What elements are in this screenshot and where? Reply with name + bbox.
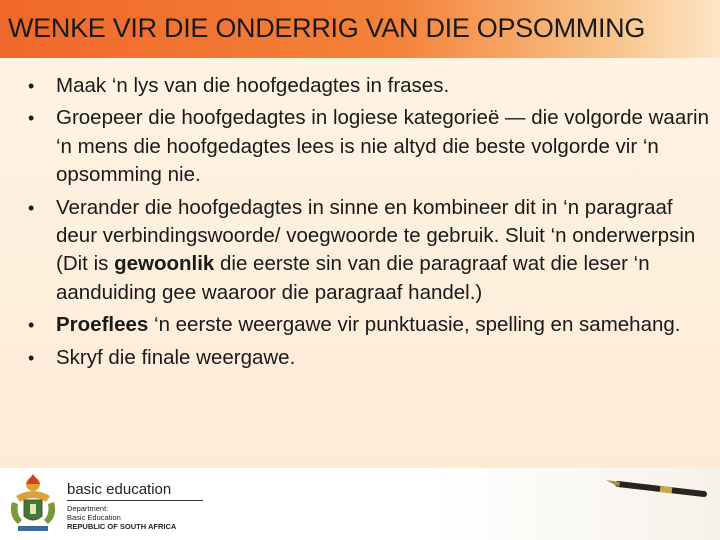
dept-line-2: Basic Education bbox=[67, 513, 121, 522]
coat-of-arms-icon bbox=[6, 472, 60, 536]
bullet-text: ‘n eerste weergawe vir punktuasie, spelling en samehang. bbox=[148, 313, 681, 337]
bullet-text: Skryf die finale weergawe. bbox=[56, 345, 296, 369]
slide-title: WENKE VIR DIE ONDERRIG VAN DIE OPSOMMING bbox=[8, 13, 646, 43]
fountain-pen-icon bbox=[600, 470, 710, 500]
bullet-text-bold: Proeflees bbox=[56, 313, 149, 337]
bullet-item bbox=[24, 311, 714, 339]
title-bar bbox=[0, 0, 720, 60]
bullet-list bbox=[24, 72, 714, 376]
bullet-text: Verander die hoofgedagtes in sinne en kombineer dit in ‘n paragraaf deur verbindingswoorde/ voegwoorde te gebruik. Sluit ‘n onderwerpsin (Dit is bbox=[56, 195, 696, 276]
bullet-marker: • bbox=[28, 315, 35, 336]
bullet-text-bold: gewoonlik bbox=[114, 252, 215, 276]
bullet-text: die eerste sin van die paragraaf wat die leser ‘n aanduiding gee waaroor die paragraaf handel.) bbox=[56, 252, 650, 304]
bullet-text: Groepeer die hoofgedagtes in logiese kategorieë — die volgorde waarin ‘n mens die hoofgedagtes lees is nie altyd die beste volgorde vir ‘n opsomming nie. bbox=[56, 106, 710, 187]
content-area bbox=[0, 58, 720, 468]
bullet-item bbox=[24, 344, 714, 372]
bullet-marker: • bbox=[28, 108, 35, 129]
bullet-marker: • bbox=[28, 197, 35, 218]
logo-rule bbox=[67, 500, 203, 501]
department-logo bbox=[67, 482, 203, 531]
dept-line-3: REPUBLIC OF SOUTH AFRICA bbox=[67, 522, 177, 531]
bullet-item bbox=[24, 194, 714, 308]
bullet-marker: • bbox=[28, 347, 35, 368]
bullet-marker: • bbox=[28, 76, 35, 96]
logo-title: basic education bbox=[67, 481, 172, 498]
bullet-text: Maak ‘n lys van die hoofgedagtes in frases. bbox=[56, 74, 450, 97]
bullet-item bbox=[24, 104, 714, 189]
footer bbox=[0, 468, 720, 540]
bullet-item bbox=[24, 72, 714, 100]
dept-line-1: Department: bbox=[67, 504, 109, 513]
